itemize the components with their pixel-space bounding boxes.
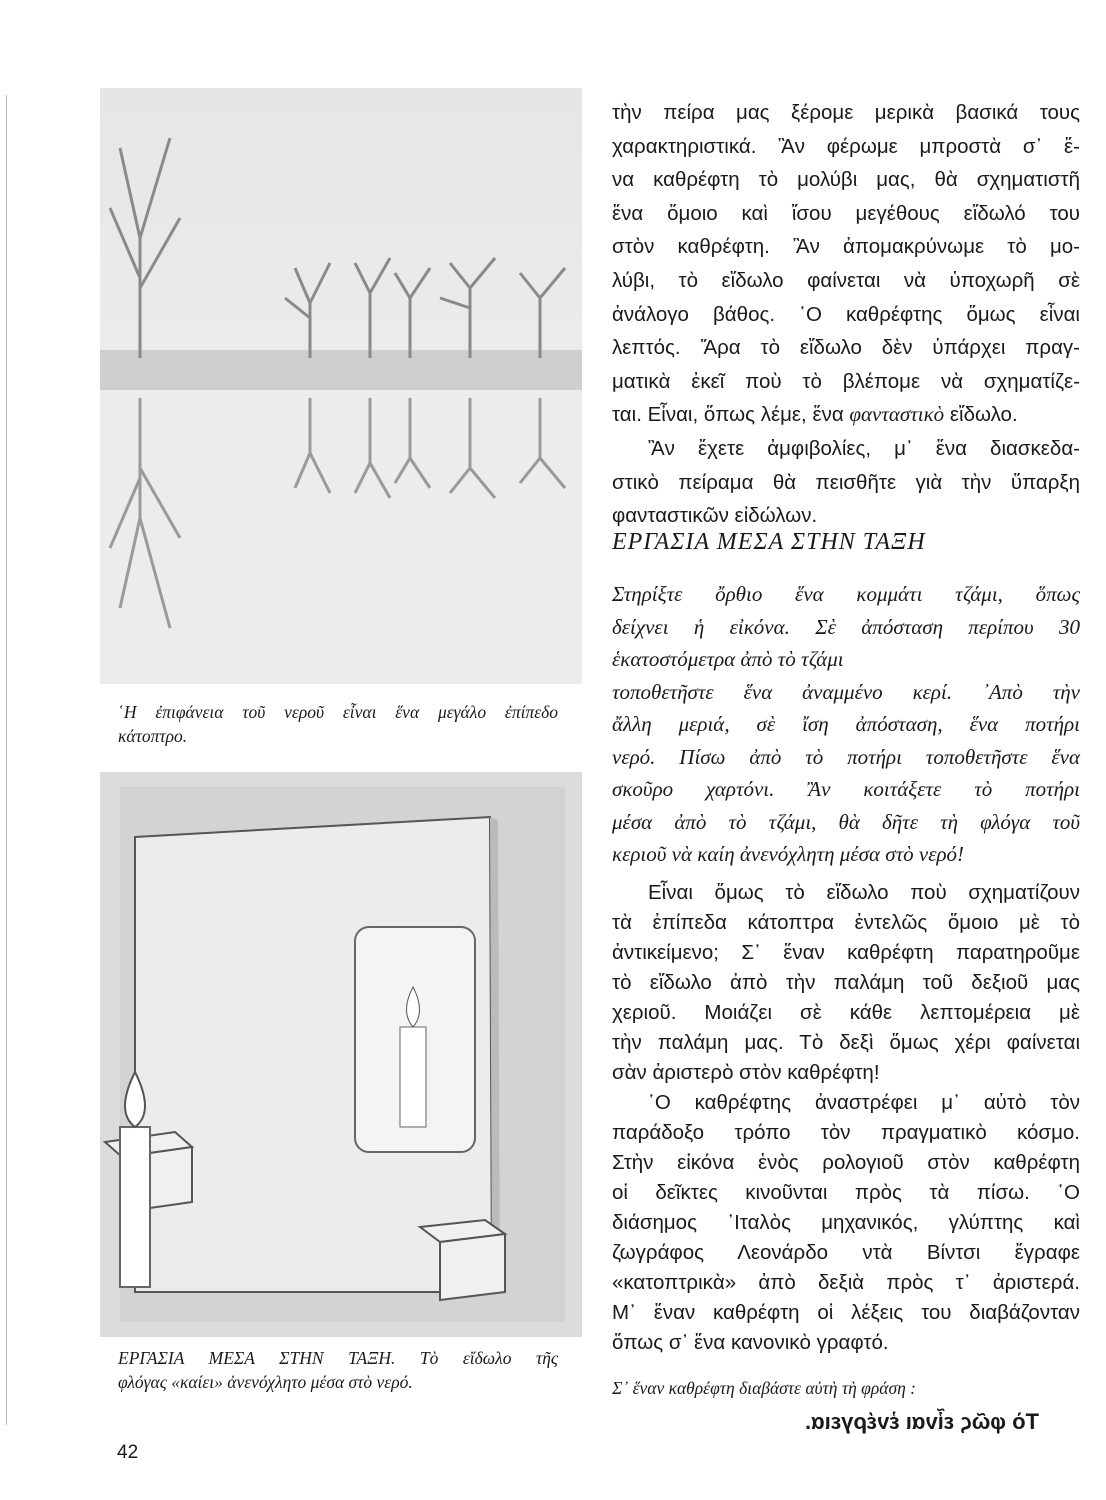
- text-line: σὰν ἀριστερὸ στὸν καθρέφτη!: [612, 1061, 880, 1084]
- text-line: ἕνα ὅμοιο καὶ ἴσου μεγέθους εἴδωλό του: [612, 201, 1080, 225]
- mirrored-phrase: [805, 1408, 1039, 1437]
- text-line: λεπτός. Ἄρα τὸ εἴδωλο δὲν ὑπάρχει πραγ-: [612, 336, 1080, 360]
- text-line: στὸν καθρέφτη. Ἂν ἀπομακρύνωμε τὸ μο-: [612, 235, 1080, 259]
- text-line: ἑκατοστόμετρα ἀπὸ τὸ τζάμι: [612, 647, 844, 671]
- activity-instructions: [612, 578, 1080, 871]
- text-line: ἀνάλογο βάθος. ῾Ο καθρέφτης ὅμως εἶναι: [612, 302, 1080, 326]
- text-line: χεριοῦ. Μοιάζει σὲ κάθε λεπτομέρεια μὲ: [612, 1001, 1080, 1024]
- text-line: παράδοξο τρόπο τὸν πραγματικὸ κόσμο.: [612, 1121, 1080, 1144]
- text-line: «κατοπτρικὰ» ἀπὸ δεξιὰ πρὸς τ᾽ ἀριστερά.: [612, 1271, 1080, 1294]
- text-line: ἄλλη μεριά, σὲ ἴση ἀπόσταση, ἕνα ποτήρι: [612, 712, 1080, 736]
- text-line: οἱ δεῖκτες κινοῦνται πρὸς τὰ πίσω. ῾Ο: [612, 1181, 1080, 1204]
- text-line: ματικὰ ἐκεῖ ποὺ τὸ βλέπομε νὰ σχηματίζε-: [612, 369, 1080, 393]
- photo-caption: [118, 700, 558, 748]
- text-line: τὴν πείρα μας ξέρομε μερικὰ βασικά τους: [612, 101, 1080, 124]
- text-line: ζωγράφος Λεονάρδο ντὰ Βίντσι ἔγραφε: [612, 1241, 1080, 1264]
- text-line: τὰ ἐπίπεδα κάτοπτρα ἐντελῶς ὅμοιο μὲ τὸ: [612, 911, 1080, 934]
- text-line: τὸ εἴδωλο ἀπὸ τὴν παλάμη τοῦ δεξιοῦ μας: [612, 971, 1080, 994]
- text-line: χαρακτηριστικά. Ἂν φέρωμε μπροστὰ σ᾽ ἕ-: [612, 134, 1080, 158]
- text-line: δείχνει ἡ εἰκόνα. Σὲ ἀπόσταση περίπου 30: [612, 614, 1080, 639]
- text-line: Μ᾽ ἕναν καθρέφτη οἱ λέξεις του διαβάζονταν: [612, 1301, 1080, 1324]
- emphasis-text: φανταστικὸ: [849, 402, 945, 427]
- mirror-instruction: Σ᾽ ἕναν καθρέφτη διαβάστε αὐτὴ τὴ φράση :: [612, 1378, 916, 1398]
- caption-line: ΕΡΓΑΣΙΑ ΜΕΣΑ ΣΤΗΝ ΤΑΞΗ. Τὸ εἴδωλο τῆς: [118, 1348, 558, 1368]
- text-line: Στηρίξτε ὄρθιο ἕνα κομμάτι τζάμι, ὅπως: [612, 582, 1080, 606]
- text-line: [612, 398, 1080, 432]
- drawing-caption: [118, 1346, 558, 1394]
- paragraph-1: [612, 96, 1080, 533]
- section-heading: ΕΡΓΑΣΙΑ ΜΕΣΑ ΣΤΗΝ ΤΑΞΗ: [612, 529, 926, 555]
- text-line: στικὸ πείραμα θὰ πεισθῆτε γιὰ τὴν ὕπαρξη: [612, 470, 1080, 494]
- text-line: φανταστικῶν εἰδώλων.: [612, 504, 818, 528]
- photo-trees-reflection: [100, 88, 582, 684]
- text-line: να καθρέφτη τὸ μολύβι μας, θὰ σχηματιστῆ: [612, 168, 1080, 192]
- paragraph-3: [612, 878, 1080, 1358]
- text-line: Στὴν εἰκόνα ἑνὸς ρολογιοῦ στὸν καθρέφτη: [612, 1151, 1080, 1174]
- text-line: λύβι, τὸ εἴδωλο φαίνεται νὰ ὑποχωρῆ σὲ: [612, 268, 1080, 292]
- drawing-candle-experiment: [100, 772, 582, 1337]
- text-line: διάσημος ᾽Ιταλὸς μηχανικός, γλύπτης καὶ: [612, 1211, 1080, 1234]
- text-line: τὴν παλάμη μας. Τὸ δεξὶ ὅμως χέρι φαίνεται: [612, 1031, 1080, 1054]
- caption-line: φλόγας «καίει» ἀνενόχλητο μέσα στὸ νερό.: [118, 1372, 413, 1392]
- text-line: ἀντικείμενο; Σ᾽ ἕναν καθρέφτη παρατηροῦμε: [612, 941, 1080, 964]
- caption-line: ῾Η ἐπιφάνεια τοῦ νεροῦ εἶναι ἕνα μεγάλο ἐπίπεδο: [118, 702, 558, 722]
- text-line: Ἂν ἔχετε ἀμφιβολίες, μ᾽ ἕνα διασκεδα-: [648, 436, 1080, 460]
- text-line: ῾Ο καθρέφτης ἀναστρέφει μ᾽ αὐτὸ τὸν: [648, 1091, 1080, 1114]
- candle-image: [400, 1027, 426, 1127]
- candle: [120, 1127, 150, 1287]
- text-line: νερό. Πίσω ἀπὸ τὸ ποτήρι τοποθετῆστε ἕνα: [612, 744, 1080, 769]
- page-edge-line: [6, 95, 7, 1425]
- page-number: 42: [117, 1442, 139, 1463]
- text-line: κεριοῦ νὰ καίη ἀνενόχλητη μέσα στὸ νερό!: [612, 842, 965, 866]
- text-run: ται. Εἶναι, ὅπως λέμε, ἕνα: [612, 403, 850, 427]
- mirrored-text: Τὸ φῶς εἶναι ἐνέργεια.: [805, 1409, 1040, 1434]
- text-run: εἴδωλο.: [944, 403, 1018, 427]
- text-line: τοποθετῆστε ἕνα ἀναμμένο κερί. ᾽Απὸ τὴν: [612, 679, 1080, 704]
- text-line: ὅπως σ᾽ ἕνα κανονικὸ γραφτό.: [612, 1331, 889, 1354]
- text-line: Εἶναι ὅμως τὸ εἴδωλο ποὺ σχηματίζουν: [648, 881, 1080, 904]
- caption-line: κάτοπτρο.: [118, 726, 188, 746]
- text-line: σκοῦρο χαρτόνι. Ἂν κοιτάξετε τὸ ποτήρι: [612, 777, 1080, 801]
- text-line: μέσα ἀπὸ τὸ τζάμι, θὰ δῆτε τὴ φλόγα τοῦ: [612, 809, 1080, 834]
